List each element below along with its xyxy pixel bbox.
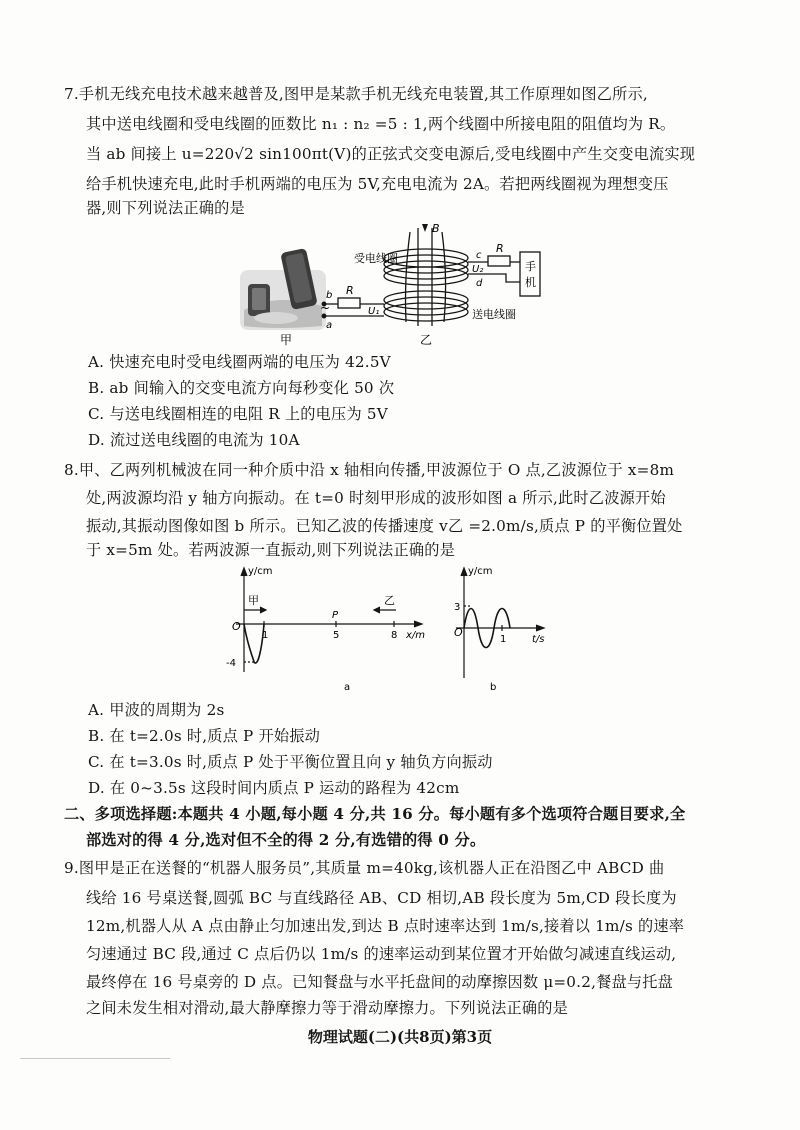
fig-a-tick-y: -4 bbox=[226, 658, 236, 669]
label-phone-2: 机 bbox=[525, 276, 536, 289]
q9-line-6: 之间未发生相对滑动,最大静摩擦力等于滑动摩擦力。下列说法正确的是 bbox=[86, 999, 569, 1017]
label-yi: 乙 bbox=[419, 333, 433, 347]
fig-b-ylabel: y/cm bbox=[468, 566, 493, 577]
q9-line-5: 最终停在 16 号桌旁的 D 点。已知餐盘与水平托盘间的动摩擦因数 μ=0.2,餐盘与托盘 bbox=[86, 973, 674, 991]
q7-line-4: 给手机快速充电,此时手机两端的电压为 5V,充电电流为 2A。若把两线圈视为理想变压 bbox=[86, 175, 669, 193]
fig-b-tick-y: 3 bbox=[454, 602, 461, 613]
label-a: a bbox=[326, 320, 333, 331]
q9-line-2: 线给 16 号桌送餐,圆弧 BC 与直线路径 AB、CD 相切,AB 段长度为 5m,CD 段长度为 bbox=[86, 889, 677, 907]
q8-option-c: C. 在 t=3.0s 时,质点 P 处于平衡位置且向 y 轴负方向振动 bbox=[88, 753, 493, 771]
q8-line-2: 处,两波源均沿 y 轴方向振动。在 t=0 时刻甲形成的波形如图 a 所示,此时乙波源开始 bbox=[86, 489, 666, 507]
section2-line-1: 二、多项选择题:本题共 4 小题,每小题 4 分,共 16 分。每小题有多个选项符合题目要求,全 bbox=[64, 805, 686, 823]
fig-b-xlabel: t/s bbox=[532, 634, 545, 645]
q8-figure-a bbox=[220, 562, 440, 696]
scan-artifact-line bbox=[20, 1058, 170, 1059]
q7-option-d: D. 流过送电线圈的电流为 10A bbox=[88, 431, 300, 449]
label-jia: 甲 bbox=[279, 333, 293, 347]
q8-line-4: 于 x=5m 处。若两波源一直振动,则下列说法正确的是 bbox=[86, 541, 455, 559]
label-receive-coil: 受电线圈 bbox=[354, 252, 398, 265]
fig-a-caption: a bbox=[344, 682, 351, 693]
q9-line-4: 匀速通过 BC 段,通过 C 点后仍以 1m/s 的速率运动到某位置才开始做匀减速直线运动, bbox=[86, 945, 677, 963]
label-U2: U₂ bbox=[472, 264, 484, 275]
fig-b-tick-x: 1 bbox=[500, 634, 507, 645]
label-phone-1: 手 bbox=[525, 260, 536, 273]
q8-line-3: 振动,其振动图像如图 b 所示。已知乙波的传播速度 v乙 =2.0m/s,质点 P 的平衡位置处 bbox=[86, 517, 683, 535]
label-U1: U₁ bbox=[368, 306, 380, 317]
label-send-coil: 送电线圈 bbox=[472, 308, 516, 321]
fig-a-yi: 乙 bbox=[384, 594, 395, 607]
fig-b-caption: b bbox=[490, 682, 497, 693]
label-B: B bbox=[432, 222, 440, 235]
q8-option-d: D. 在 0~3.5s 这段时间内质点 P 运动的路程为 42cm bbox=[88, 779, 460, 797]
q7-line-1: 7.手机无线充电技术越来越普及,图甲是某款手机无线充电装置,其工作原理如图乙所示, bbox=[64, 85, 648, 103]
q8-option-a: A. 甲波的周期为 2s bbox=[88, 701, 225, 719]
label-c: c bbox=[476, 250, 482, 261]
fig-a-jia: 甲 bbox=[248, 594, 259, 607]
fig-a-ylabel: y/cm bbox=[248, 566, 273, 577]
q8-figure-b bbox=[446, 562, 556, 696]
fig-a-origin: O bbox=[232, 620, 241, 633]
label-R-send: R bbox=[346, 284, 354, 297]
q7-figure bbox=[236, 222, 566, 350]
label-R-receive: R bbox=[496, 242, 504, 255]
page-footer: 物理试题(二)(共8页)第3页 bbox=[307, 1028, 493, 1046]
label-d: d bbox=[476, 278, 483, 289]
q7-option-c: C. 与送电线圈相连的电阻 R 上的电压为 5V bbox=[88, 405, 388, 423]
fig-a-tick-1: 1 bbox=[262, 630, 269, 641]
q7-line-5: 器,则下列说法正确的是 bbox=[86, 199, 245, 217]
q7-option-a: A. 快速充电时受电线圈两端的电压为 42.5V bbox=[88, 353, 391, 371]
section2-line-2: 部选对的得 4 分,选对但不全的得 2 分,有选错的得 0 分。 bbox=[86, 831, 486, 849]
fig-a-tick-8: 8 bbox=[391, 630, 398, 641]
label-b: b bbox=[326, 290, 333, 301]
q8-option-b: B. 在 t=2.0s 时,质点 P 开始振动 bbox=[88, 727, 321, 745]
q7-line-2: 其中送电线圈和受电线圈的匝数比 n₁ : n₂ =5 : 1,两个线圈中所接电阻的阻值均为 R。 bbox=[86, 115, 676, 133]
q8-line-1: 8.甲、乙两列机械波在同一种介质中沿 x 轴相向传播,甲波源位于 O 点,乙波源位于 x=8m bbox=[64, 461, 675, 479]
q7-line-3: 当 ab 间接上 u=220√2 sin100πt(V)的正弦式交变电源后,受电线圈中产生交变电流实现 bbox=[86, 145, 696, 163]
q7-option-b: B. ab 间输入的交变电流方向每秒变化 50 次 bbox=[88, 379, 395, 397]
charger-photo bbox=[240, 248, 326, 330]
fig-a-xlabel: x/m bbox=[406, 630, 426, 641]
fig-b-origin: O bbox=[454, 626, 463, 639]
label-tilde: ~ bbox=[320, 301, 331, 315]
fig-a-tick-5: 5 bbox=[333, 630, 340, 641]
fig-a-P: P bbox=[332, 610, 339, 621]
q9-line-3: 12m,机器人从 A 点由静止匀加速出发,到达 B 点时速率达到 1m/s,接着以 1m/s 的速率 bbox=[86, 917, 685, 935]
q9-line-1: 9.图甲是正在送餐的“机器人服务员”,其质量 m=40kg,该机器人正在沿图乙中 ABCD 曲 bbox=[64, 859, 665, 877]
